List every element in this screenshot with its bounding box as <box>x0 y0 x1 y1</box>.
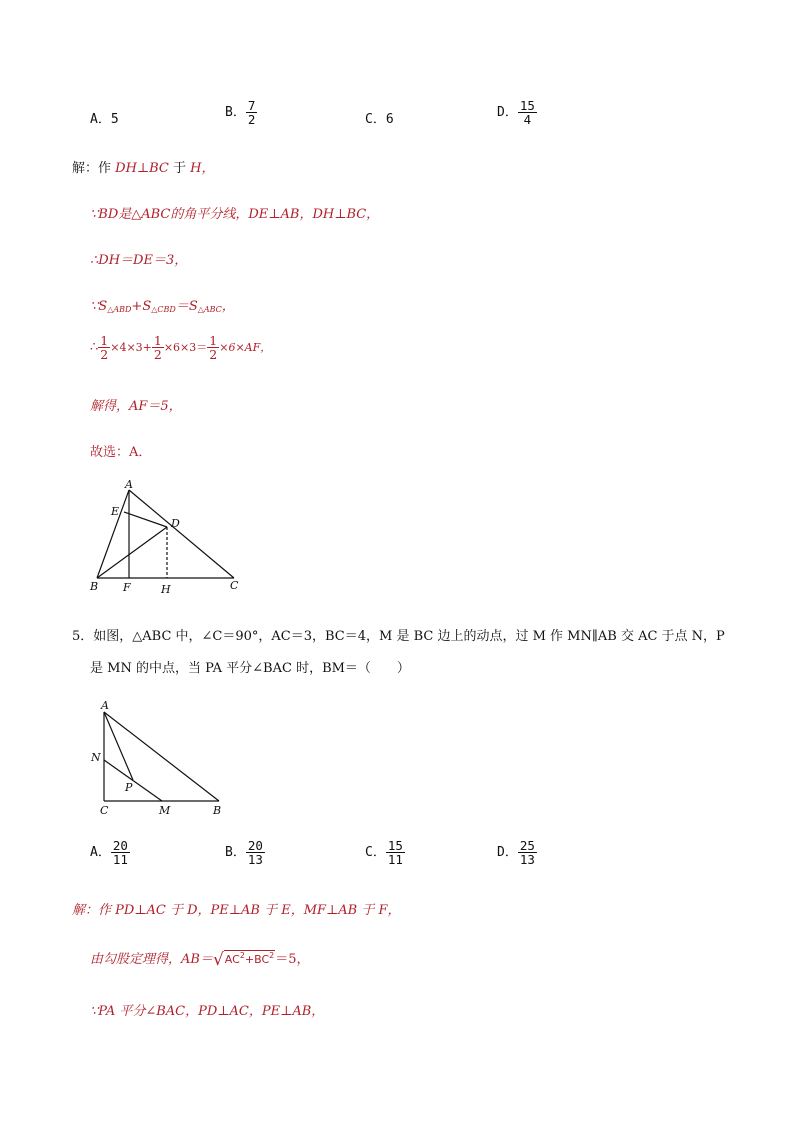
fraction <box>518 839 537 866</box>
option-value: 6 <box>385 112 394 127</box>
numerator: 1 <box>100 333 109 348</box>
fraction <box>207 334 219 361</box>
segment-ac <box>129 490 234 578</box>
q4-option-c <box>365 108 394 127</box>
numerator: 20 <box>112 838 128 853</box>
numerator: 15 <box>519 98 535 113</box>
fraction <box>386 839 405 866</box>
label-p: P <box>125 781 133 794</box>
geometry-figure-1 <box>84 476 254 598</box>
denominator: 11 <box>387 852 403 868</box>
tail: ， <box>221 299 235 314</box>
option-label: C． <box>365 845 386 861</box>
solution-prefix: 解：作 <box>72 161 116 176</box>
q4-solution-line1 <box>72 157 214 176</box>
solution-prefix: 由勾股定理得，AB＝ <box>90 952 213 967</box>
label-e: E <box>111 505 120 518</box>
fraction <box>246 839 265 866</box>
q5-option-a <box>90 839 130 866</box>
q5-option-b <box>225 839 265 866</box>
option-label: B． <box>225 105 246 121</box>
solution-suffix: ＝5， <box>275 952 310 967</box>
segment-ab <box>104 712 219 801</box>
q5-solution-line2: 由勾股定理得，$AB=√AC^2+BC^2=5$， <box>90 950 310 970</box>
q5-option-d <box>497 839 537 866</box>
fraction <box>518 99 537 126</box>
segment-bd <box>97 527 167 578</box>
equals-area: ＝S <box>175 299 198 314</box>
term: AC <box>224 953 240 966</box>
geometry-figure-2 <box>88 698 238 820</box>
label-a: A <box>125 478 133 491</box>
numerator: 7 <box>247 98 256 113</box>
segment-ab <box>97 490 129 578</box>
term: ×4×3+ <box>110 341 152 355</box>
q5-solution-line3: ∵PA 平分∠BAC，PD⊥AC，PE⊥AB， <box>90 1004 325 1019</box>
label-c: C <box>230 579 239 592</box>
solution-end: H， <box>190 161 215 176</box>
fraction <box>111 839 130 866</box>
term: +BC <box>244 953 270 966</box>
label-n: N <box>91 751 101 764</box>
denominator: 13 <box>247 852 263 868</box>
denominator: 11 <box>112 852 128 868</box>
denominator: 4 <box>523 112 532 128</box>
subscript: △ABC <box>197 305 222 314</box>
label-d: D <box>171 517 180 530</box>
q4-solution-line7: 故选：A． <box>90 445 152 460</box>
denominator: 2 <box>247 112 256 128</box>
q5-question-line2: 是 MN 的中点，当 PA 平分∠BAC 时，BM＝（ ） <box>90 661 410 676</box>
q5-question-line1: 5．如图，△ABC 中，∠C＝90°，AC＝3，BC＝4，M 是 BC 边上的动点，过 M 作 MN∥AB 交 AC 于点 N，P <box>72 629 725 644</box>
q4-option-a <box>90 108 119 127</box>
denominator: 2 <box>153 347 162 363</box>
q4-solution-line5 <box>90 334 271 361</box>
fraction <box>152 334 164 361</box>
q5-option-c <box>365 839 405 866</box>
denominator: 13 <box>519 852 535 868</box>
denominator: 2 <box>209 347 218 363</box>
q5-solution-line1: 解：作 PD⊥AC 于 D，PE⊥AB 于 E，MF⊥AB 于 F， <box>72 903 401 918</box>
label-h: H <box>161 583 171 596</box>
solution-mid: 于 <box>168 161 191 176</box>
denominator: 2 <box>100 347 109 363</box>
option-label: B． <box>225 845 246 861</box>
subscript: △ABD <box>107 305 132 314</box>
numerator: 1 <box>153 333 162 348</box>
segment-ed <box>124 512 167 527</box>
q4-option-b <box>225 99 257 126</box>
fraction <box>246 99 258 126</box>
q4-solution-line4: $\because S_{\triangle ABD}+S_{\triangle CBD}=S_{\triangle ABC}$， <box>90 299 235 314</box>
numerator: 15 <box>387 838 403 853</box>
term: ×6×3＝ <box>163 341 208 355</box>
q4-option-d <box>497 99 537 126</box>
option-value: 5 <box>110 112 119 127</box>
q4-solution-line2: ∵BD是△ABC的角平分线，DE⊥AB，DH⊥BC， <box>90 207 380 222</box>
numerator: 25 <box>519 838 535 853</box>
term: ×6×AF， <box>219 341 272 355</box>
sqrt-radicand <box>224 950 275 966</box>
area-symbol: S <box>98 299 108 314</box>
subscript: △CBD <box>151 305 176 314</box>
solution-expr: DH⊥BC <box>115 161 169 176</box>
numerator: 1 <box>209 333 218 348</box>
label-b: B <box>90 580 99 593</box>
option-label: D． <box>497 845 518 861</box>
option-label: D． <box>497 105 518 121</box>
option-label: A． <box>90 112 111 127</box>
option-label: C． <box>365 112 386 127</box>
q4-solution-line3: ∴DH＝DE＝3， <box>90 253 188 268</box>
therefore-sign: ∴ <box>90 340 99 356</box>
fraction <box>98 334 110 361</box>
label-a: A <box>101 699 109 712</box>
label-c: C <box>100 804 109 817</box>
label-f: F <box>123 581 131 594</box>
label-b: B <box>213 804 222 817</box>
q4-solution-line6: 解得，AF＝5， <box>90 399 182 414</box>
option-label: A． <box>90 845 111 861</box>
segment-nm <box>104 760 162 801</box>
label-m: M <box>159 804 171 817</box>
exponent: 2 <box>239 951 245 960</box>
exponent: 2 <box>269 951 275 960</box>
numerator: 20 <box>247 838 263 853</box>
plus-area: +S <box>131 299 152 314</box>
